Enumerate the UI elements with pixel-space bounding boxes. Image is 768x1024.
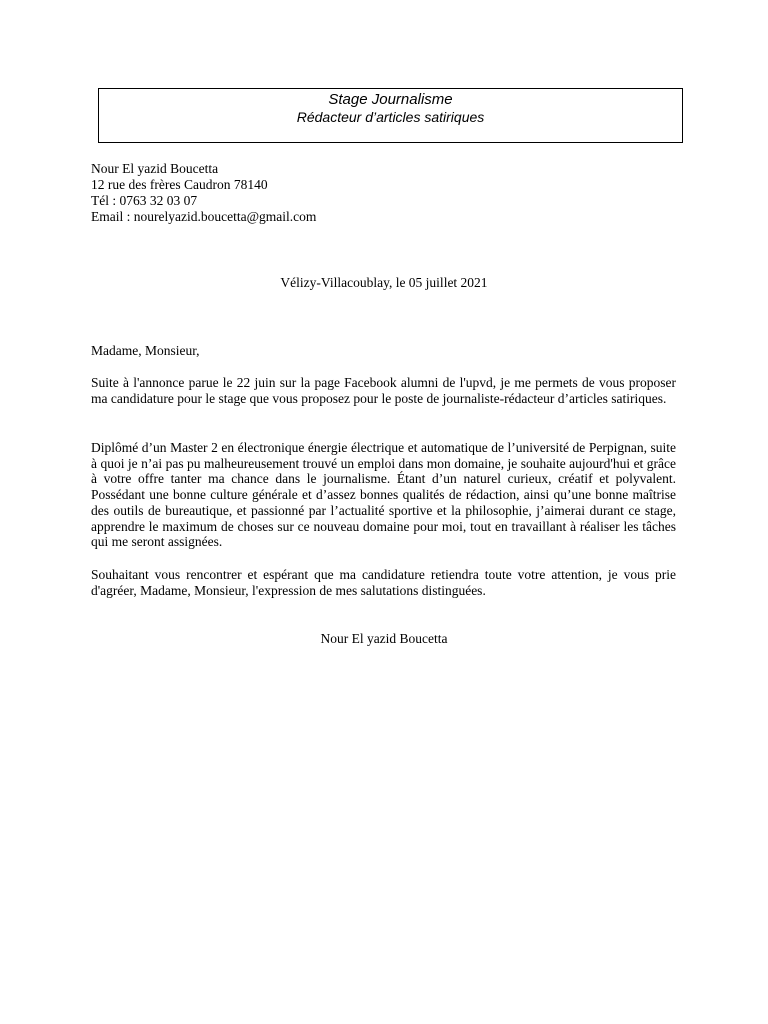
title-box [98, 88, 683, 143]
signature: Nour El yazid Boucetta [320, 631, 448, 646]
sender-address: 12 rue des frères Caudron 78140 [91, 177, 268, 192]
sender-block [91, 161, 316, 225]
paragraph-profile: Diplômé d’un Master 2 en électronique énergie électrique et automatique de l’université de Perpignan, suite à quoi je n’ai pas pu malheureusement trouvé un emploi dans mon domaine, je souhaite aujourd'hui et grâce à votre offre tanter ma chance dans le journalisme. Étant d’un naturel curieux, créatif et polyvalent. Possédant une bonne culture générale et d’assez bonnes qualités de rédaction, ainsi qu’une bonne maîtrise des outils de bureautique, et passionné par l’actualité sportive et la philosophie, j’aimerai durant ce stage, apprendre le maximum de choses sur ce nouveau domaine pour moi, tout en travaillant à réaliser les tâches qui me seront assignées. [91, 440, 676, 550]
document-subtitle: Rédacteur d’articles satiriques [296, 109, 485, 125]
sender-phone: Tél : 0763 32 03 07 [91, 193, 198, 208]
sender-email: Email : nourelyazid.boucetta@gmail.com [91, 209, 317, 224]
place-and-date: Vélizy-Villacoublay, le 05 juillet 2021 [280, 275, 488, 290]
salutation: Madame, Monsieur, [91, 343, 200, 358]
paragraph-intro: Suite à l'annonce parue le 22 juin sur la page Facebook alumni de l'upvd, je me permets de vous proposer ma candidature pour le stage que vous proposez pour le poste de journaliste-rédacteur d’articles satiriques. [91, 375, 676, 406]
document-title: Stage Journalisme [328, 91, 453, 108]
sender-name: Nour El yazid Boucetta [91, 161, 219, 176]
paragraph-closing: Souhaitant vous rencontrer et espérant que ma candidature retiendra toute votre attention, je vous prie d'agréer, Madame, Monsieur, l'expression de mes salutations distinguées. [91, 567, 676, 598]
